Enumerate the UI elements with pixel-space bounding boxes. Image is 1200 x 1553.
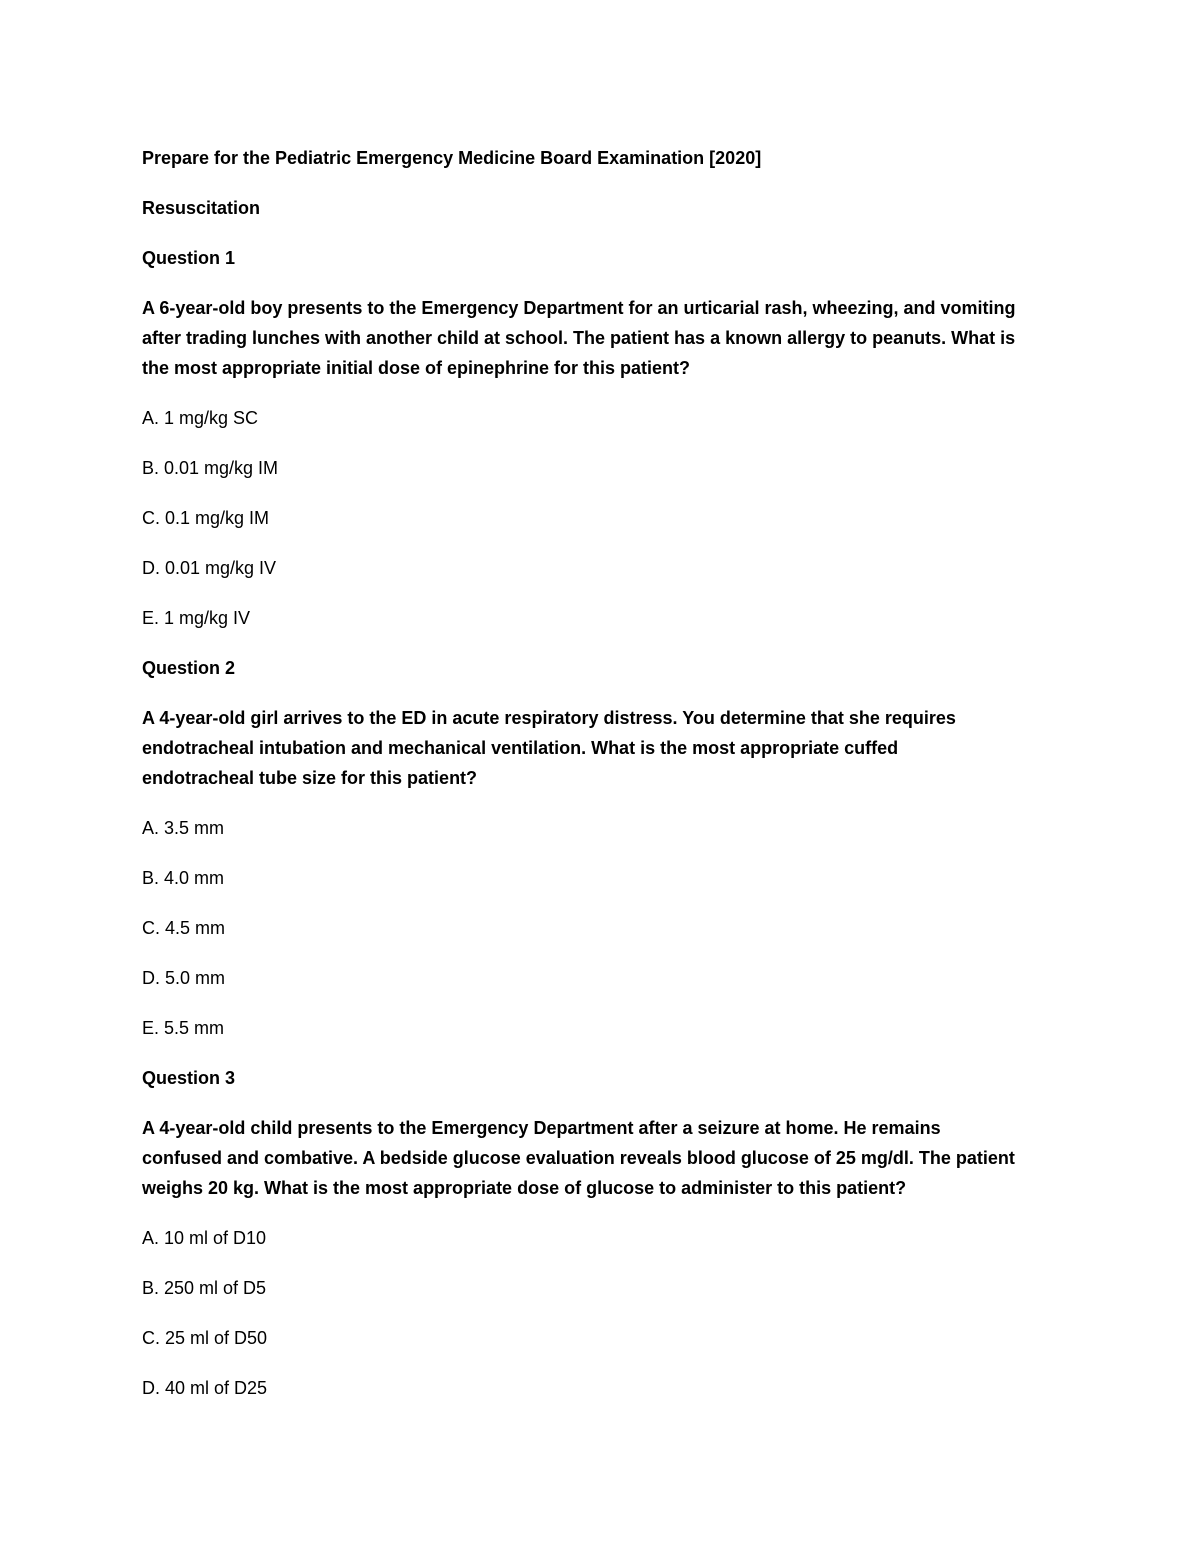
- answer-option: C. 4.5 mm: [142, 918, 226, 938]
- document-title: Prepare for the Pediatric Emergency Medicine Board Examination [2020]: [142, 148, 762, 168]
- question-stem: [142, 703, 1072, 793]
- answer-option: B. 0.01 mg/kg IM: [142, 458, 279, 478]
- question-stem-line: the most appropriate initial dose of epinephrine for this patient?: [142, 358, 691, 378]
- question-label: Question 3: [142, 1068, 236, 1088]
- section-heading: Resuscitation: [142, 198, 261, 218]
- answer-option: D. 40 ml of D25: [142, 1378, 268, 1398]
- question-label: Question 1: [142, 248, 236, 268]
- answer-option: D. 5.0 mm: [142, 968, 226, 988]
- question-label: Question 2: [142, 658, 236, 678]
- question-stem-line: confused and combative. A bedside glucose evaluation reveals blood glucose of 25 mg/dl. The patient: [142, 1148, 1015, 1168]
- question-stem-line: weighs 20 kg. What is the most appropriate dose of glucose to administer to this patient?: [142, 1178, 907, 1198]
- question-block: [142, 1063, 1072, 1403]
- question-stem: [142, 293, 1072, 383]
- answer-option: B. 250 ml of D5: [142, 1278, 267, 1298]
- answer-option: A. 1 mg/kg SC: [142, 408, 259, 428]
- question-stem-line: endotracheal tube size for this patient?: [142, 768, 478, 788]
- question-stem-line: endotracheal intubation and mechanical ventilation. What is the most appropriate cuffed: [142, 738, 899, 758]
- answer-option: B. 4.0 mm: [142, 868, 225, 888]
- answer-option: D. 0.01 mg/kg IV: [142, 558, 277, 578]
- answer-option: E. 5.5 mm: [142, 1018, 225, 1038]
- answer-option: A. 3.5 mm: [142, 818, 225, 838]
- question-block: [142, 653, 1072, 1043]
- answer-option: E. 1 mg/kg IV: [142, 608, 251, 628]
- answer-option: A. 10 ml of D10: [142, 1228, 267, 1248]
- question-stem-line: after trading lunches with another child at school. The patient has a known allergy to peanuts. What is: [142, 328, 1016, 348]
- question-stem: [142, 1113, 1072, 1203]
- answer-option: C. 25 ml of D50: [142, 1328, 268, 1348]
- question-stem-line: A 6-year-old boy presents to the Emergency Department for an urticarial rash, wheezing, and vomiting: [142, 298, 1016, 318]
- document-page: [142, 143, 1072, 1403]
- answer-option: C. 0.1 mg/kg IM: [142, 508, 270, 528]
- question-stem-line: A 4-year-old child presents to the Emergency Department after a seizure at home. He remains: [142, 1118, 941, 1138]
- question-block: [142, 243, 1072, 633]
- question-stem-line: A 4-year-old girl arrives to the ED in acute respiratory distress. You determine that she requires: [142, 708, 956, 728]
